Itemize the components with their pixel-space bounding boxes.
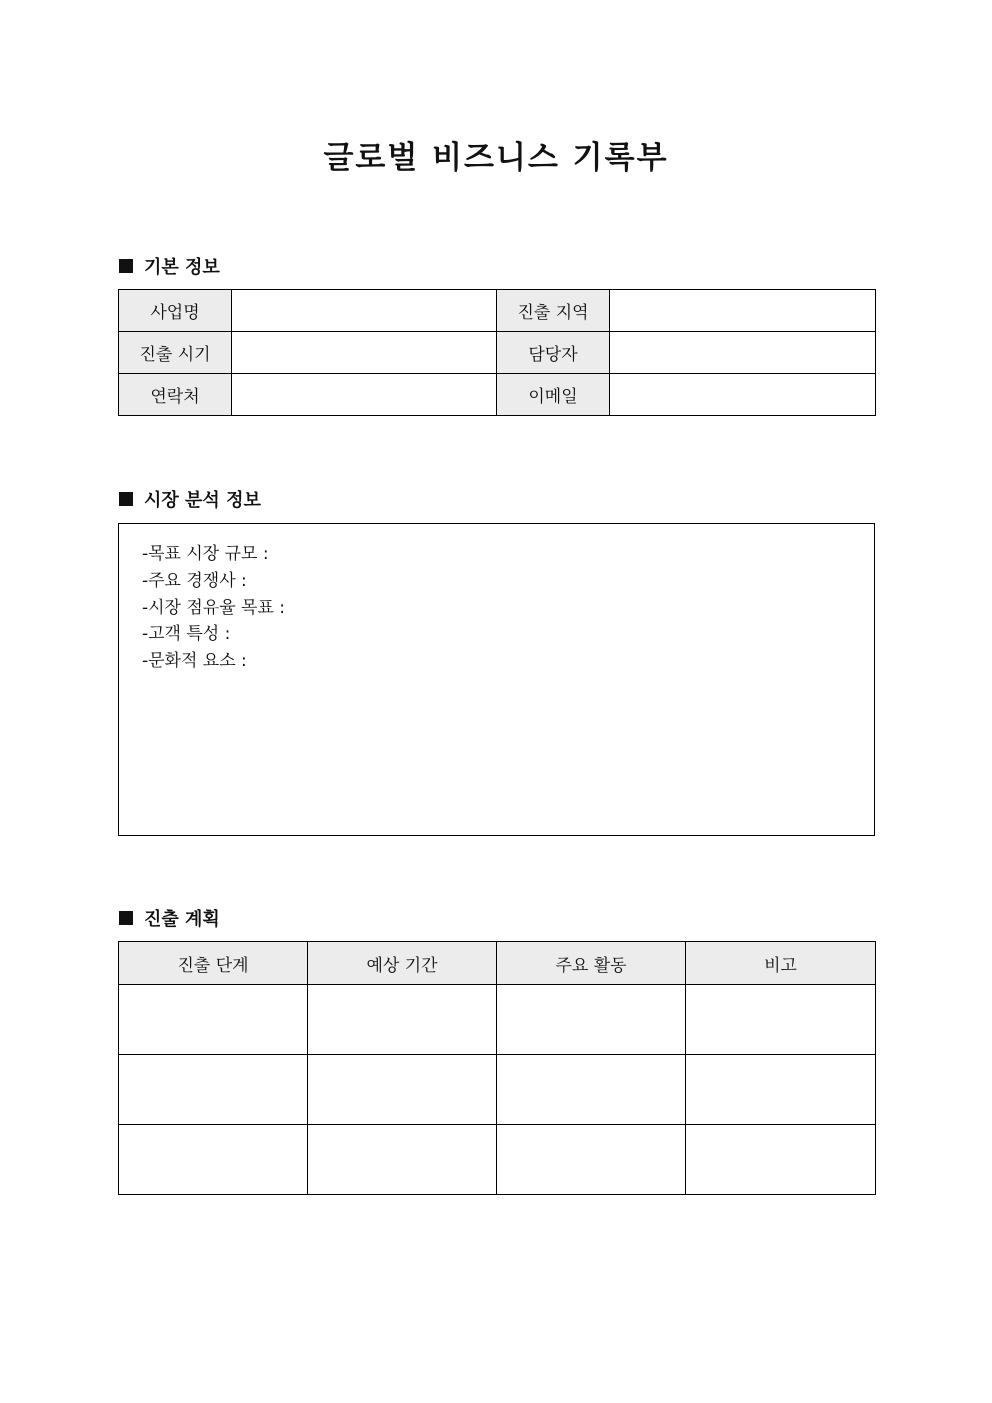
label-entry-period: 진출 시기: [119, 332, 232, 374]
table-row: [119, 1055, 876, 1125]
table-row: [119, 985, 876, 1055]
market-analysis-box[interactable]: [118, 523, 875, 836]
table-cell[interactable]: [686, 1125, 876, 1195]
label-manager: 담당자: [497, 332, 610, 374]
column-header-notes: 비고: [686, 942, 876, 985]
section-heading-label: 기본 정보: [144, 257, 220, 278]
field-email[interactable]: [610, 374, 876, 416]
basic-info-table: [118, 289, 876, 416]
field-entry-period[interactable]: [232, 332, 497, 374]
table-cell[interactable]: [119, 985, 308, 1055]
table-cell[interactable]: [308, 985, 497, 1055]
column-header-stage: 진출 단계: [119, 942, 308, 985]
section-heading-label: 진출 계획: [144, 909, 220, 930]
field-target-region[interactable]: [610, 290, 876, 332]
expansion-plan-table: [118, 941, 876, 1195]
field-business-name[interactable]: [232, 290, 497, 332]
label-target-region: 진출 지역: [497, 290, 610, 332]
table-row: [119, 332, 876, 374]
field-contact[interactable]: [232, 374, 497, 416]
section-heading-label: 시장 분석 정보: [144, 490, 261, 511]
field-manager[interactable]: [610, 332, 876, 374]
document-title: 글로벌 비즈니스 기록부: [323, 140, 669, 176]
table-cell[interactable]: [497, 985, 686, 1055]
section-heading-basic-info: [119, 253, 220, 279]
table-cell[interactable]: [119, 1125, 308, 1195]
table-cell[interactable]: [308, 1055, 497, 1125]
table-cell[interactable]: [686, 985, 876, 1055]
label-business-name: 사업명: [119, 290, 232, 332]
section-heading-market-analysis: [119, 486, 261, 512]
label-contact: 연락처: [119, 374, 232, 416]
market-analysis-list: [119, 524, 874, 675]
column-header-duration: 예상 기간: [308, 942, 497, 985]
table-header-row: [119, 942, 876, 985]
table-cell[interactable]: [497, 1125, 686, 1195]
table-cell[interactable]: [686, 1055, 876, 1125]
list-item-market-size: -목표 시장 규모 :: [142, 544, 269, 564]
label-email: 이메일: [497, 374, 610, 416]
section-heading-expansion-plan: [119, 905, 220, 931]
table-row: [119, 1125, 876, 1195]
table-cell[interactable]: [308, 1125, 497, 1195]
table-cell[interactable]: [497, 1055, 686, 1125]
table-row: [119, 290, 876, 332]
list-item-competitors: -주요 경쟁사 :: [142, 570, 247, 591]
list-item-customer-traits: -고객 특성 :: [142, 624, 231, 645]
list-item-market-share-goal: -시장 점유율 목표 :: [142, 597, 286, 618]
list-item-cultural-factors: -문화적 요소 :: [142, 651, 247, 672]
square-bullet-icon: [119, 259, 133, 273]
column-header-activities: 주요 활동: [497, 942, 686, 985]
table-cell[interactable]: [119, 1055, 308, 1125]
table-row: [119, 374, 876, 416]
square-bullet-icon: [119, 492, 133, 506]
square-bullet-icon: [119, 911, 133, 925]
